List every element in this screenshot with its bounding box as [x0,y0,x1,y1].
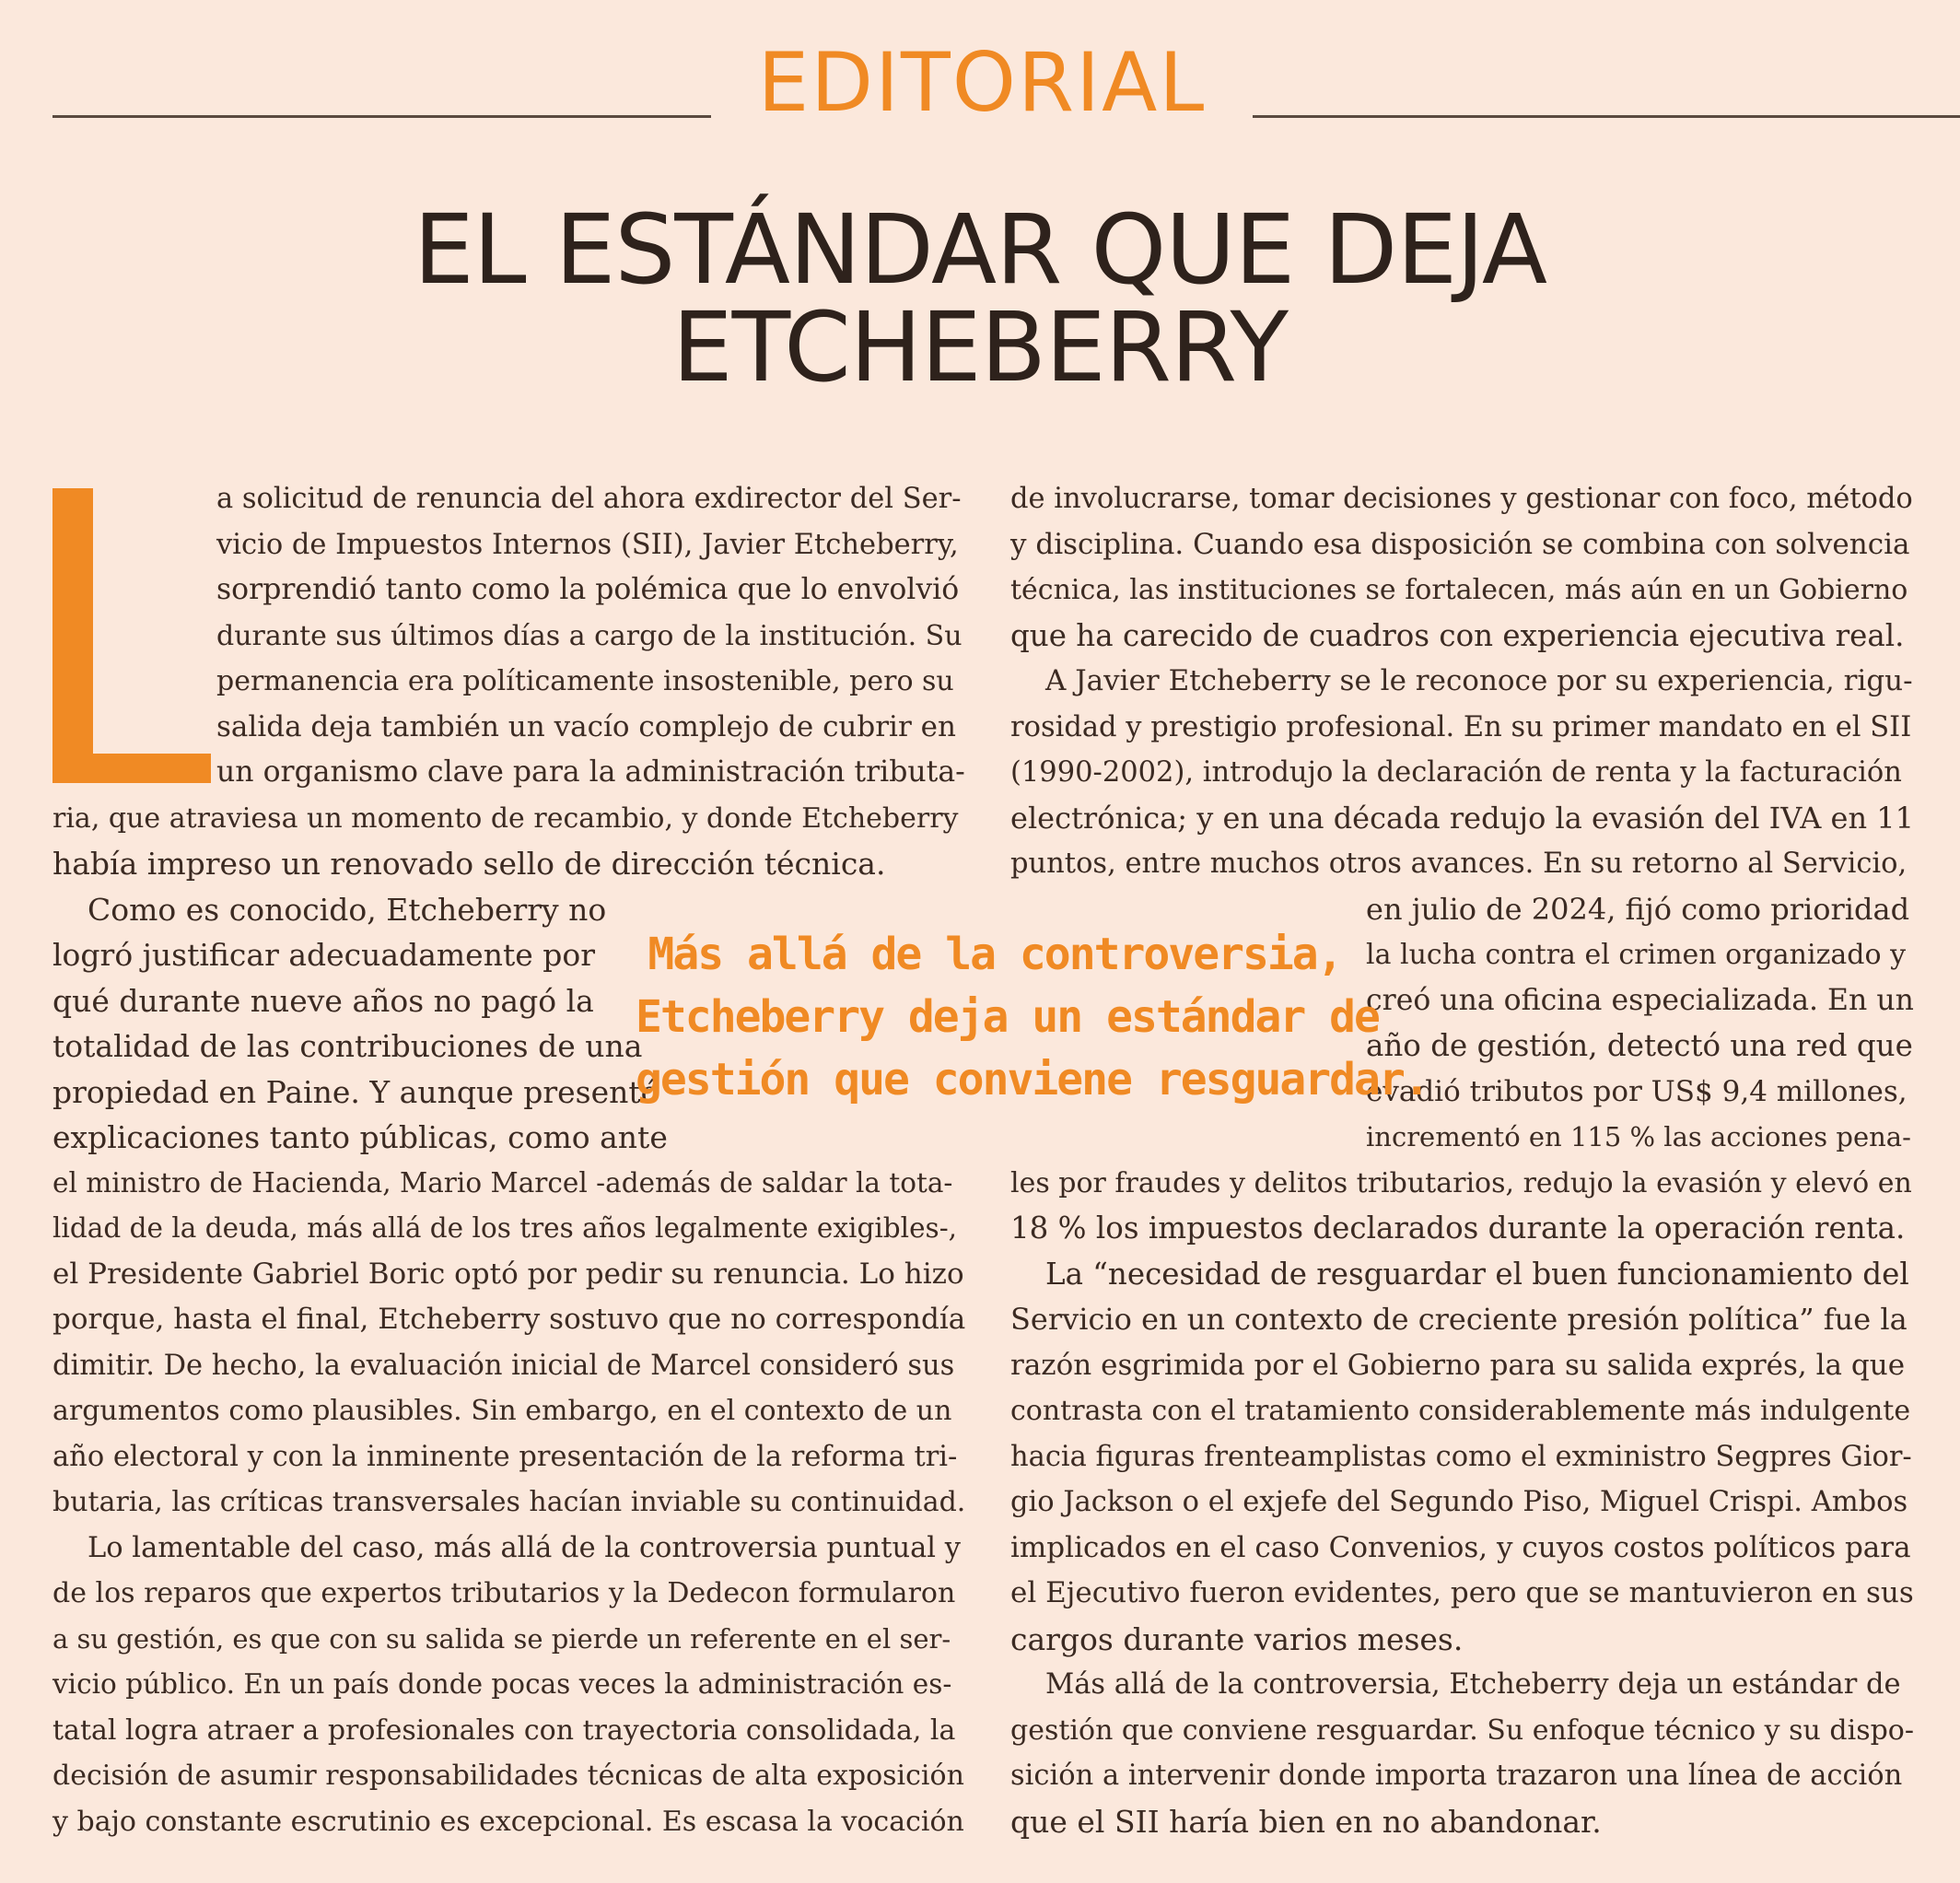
article-line: en julio de 2024, fijó como prioridad [1366,891,1910,927]
article-line: de involucrarse, tomar decisiones y gestionar con foco, método [1010,483,1913,515]
article-line: evadió tributos por US$ 9,4 millones, [1366,1074,1908,1108]
article-line: a solicitud de renuncia del ahora exdirector del Ser- [216,483,962,515]
article-line: decisión de asumir responsabilidades técnicas de alta exposición [52,1760,964,1792]
article-line: permanencia era políticamente insostenible, pero su [216,665,954,697]
article-line: lidad de la deuda, más allá de los tres años legalmente exigibles-, [52,1212,958,1244]
article-line: butaria, las críticas transversales hacían inviable su continuidad. [52,1486,966,1518]
article-line: que ha carecido de cuadros con experiencia ejecutiva real. [1010,617,1905,653]
pull-quote-line: gestión que conviene resguardar. [636,1054,1429,1105]
article-line: puntos, entre muchos otros avances. En su retorno al Servicio, [1010,848,1908,880]
article-line: qué durante nueve años no pagó la [52,982,594,1019]
article-line: les por fraudes y delitos tributarios, redujo la evasión y elevó en [1010,1166,1912,1199]
article-line: argumentos como plausibles. Sin embargo, en el contexto de un [52,1395,952,1427]
article-line: 18 % los impuestos declarados durante la operación renta. [1010,1210,1906,1246]
article-line: implicados en el caso Convenios, y cuyos costos políticos para [1010,1530,1911,1564]
article-line: había impreso un renovado sello de dirección técnica. [52,846,886,882]
article-line: que el SII haría bien en no abandonar. [1010,1803,1602,1840]
article-column-left [52,476,964,1844]
header-rule-right [1253,115,1960,118]
article-line: durante sus últimos días a cargo de la institución. Su [216,619,962,652]
article-line: año electoral y con la inminente presentación de la reforma tri- [52,1440,958,1473]
article-line: totalidad de las contribuciones de una [52,1028,643,1064]
headline-line-2: ETCHEBERRY [671,291,1289,404]
article-line: gio Jackson o el exjefe del Segundo Piso, Miguel Crispi. Ambos [1010,1486,1908,1518]
section-header [0,35,1960,130]
article-line: dimitir. De hecho, la evaluación inicial de Marcel consideró sus [52,1349,955,1382]
article-line: la lucha contra el crimen organizado y [1366,939,1907,971]
article-line: logró justificar adecuadamente por [52,937,596,973]
article-line: gestión que conviene resguardar. Su enfoque técnico y su dispo- [1010,1713,1915,1747]
article-line: Como es conocido, Etcheberry no [88,891,607,928]
headline-line-1: EL ESTÁNDAR QUE DEJA [413,193,1547,306]
article-line: sorprendió tanto como la polémica que lo envolvió [216,573,960,606]
header-rule-left [52,115,711,118]
article-line: hacia figuras frenteamplistas como el exministro Segpres Gior- [1010,1440,1912,1473]
article-line: el Ejecutivo fueron evidentes, pero que se mantuvieron en sus [1010,1576,1914,1609]
article-line: ria, que atraviesa un momento de recambio, y donde Etcheberry [52,801,959,835]
article-line: vicio público. En un país donde pocas veces la administración es- [52,1668,952,1700]
article-column-right [1010,476,1913,1844]
headline [184,193,1776,404]
article-line: y bajo constante escrutinio es excepcional. Es escasa la vocación [52,1805,964,1838]
article-line: sición a intervenir donde importa trazaron una línea de acción [1010,1760,1903,1792]
section-label: EDITORIAL [757,35,1207,130]
article-line: razón esgrimida por el Gobierno para su salida exprés, la que [1010,1348,1906,1382]
article-line: Servicio en un contexto de creciente presión política” fue la [1010,1302,1908,1337]
article-line: rosidad y prestigio profesional. En su primer mandato en el SII [1010,710,1912,743]
pull-quote-line: Más allá de la controversia, [648,929,1342,980]
article-line: La “necesidad de resguardar el buen funcionamiento del [1045,1256,1909,1292]
article-line: a su gestión, es que con su salida se pierde un referente en el ser- [52,1622,951,1655]
article-line: Más allá de la controversia, Etcheberry deja un estándar de [1045,1668,1901,1701]
article-line: contrasta con el tratamiento considerablemente más indulgente [1010,1395,1911,1427]
article-line: creó una oficina especializada. En un [1366,983,1914,1017]
article-line: el Presidente Gabriel Boric optó por pedir su renuncia. Lo hizo [52,1257,964,1291]
article-line: vicio de Impuestos Internos (SII), Javier Etcheberry, [216,528,959,561]
article-line: año de gestión, detectó una red que [1366,1028,1913,1063]
pull-quote-line: Etcheberry deja un estándar de [636,991,1379,1043]
article-line: explicaciones tanto públicas, como ante [52,1119,668,1155]
article-line: un organismo clave para la administración tributa- [216,755,965,789]
article-line: propiedad en Paine. Y aunque presentó [52,1073,659,1110]
article-line: A Javier Etcheberry se le reconoce por su experiencia, rigu- [1045,664,1913,697]
article-line: de los reparos que expertos tributarios y la Dedecon formularon [52,1577,956,1609]
article-line: tatal logra atraer a profesionales con trayectoria consolidada, la [52,1713,956,1747]
article-line: salida deja también un vacío complejo de cubrir en [216,709,956,743]
article-line: técnica, las instituciones se fortalecen, más aún en un Gobierno [1010,574,1908,606]
article-line: Lo lamentable del caso, más allá de la controversia puntual y [88,1531,961,1564]
article-line: el ministro de Hacienda, Mario Marcel -además de saldar la tota- [52,1166,953,1199]
article-line: electrónica; y en una década redujo la evasión del IVA en 11 [1010,800,1914,836]
article-line: (1990-2002), introdujo la declaración de renta y la facturación [1010,756,1902,789]
article-line: y disciplina. Cuando esa disposición se combina con solvencia [1010,527,1910,561]
article-line: porque, hasta el final, Etcheberry sostuvo que no correspondía [52,1303,966,1336]
pull-quote [636,923,1429,1111]
article-line: cargos durante varios meses. [1010,1620,1464,1657]
article-line: incrementó en 115 % las acciones pena- [1366,1121,1911,1152]
